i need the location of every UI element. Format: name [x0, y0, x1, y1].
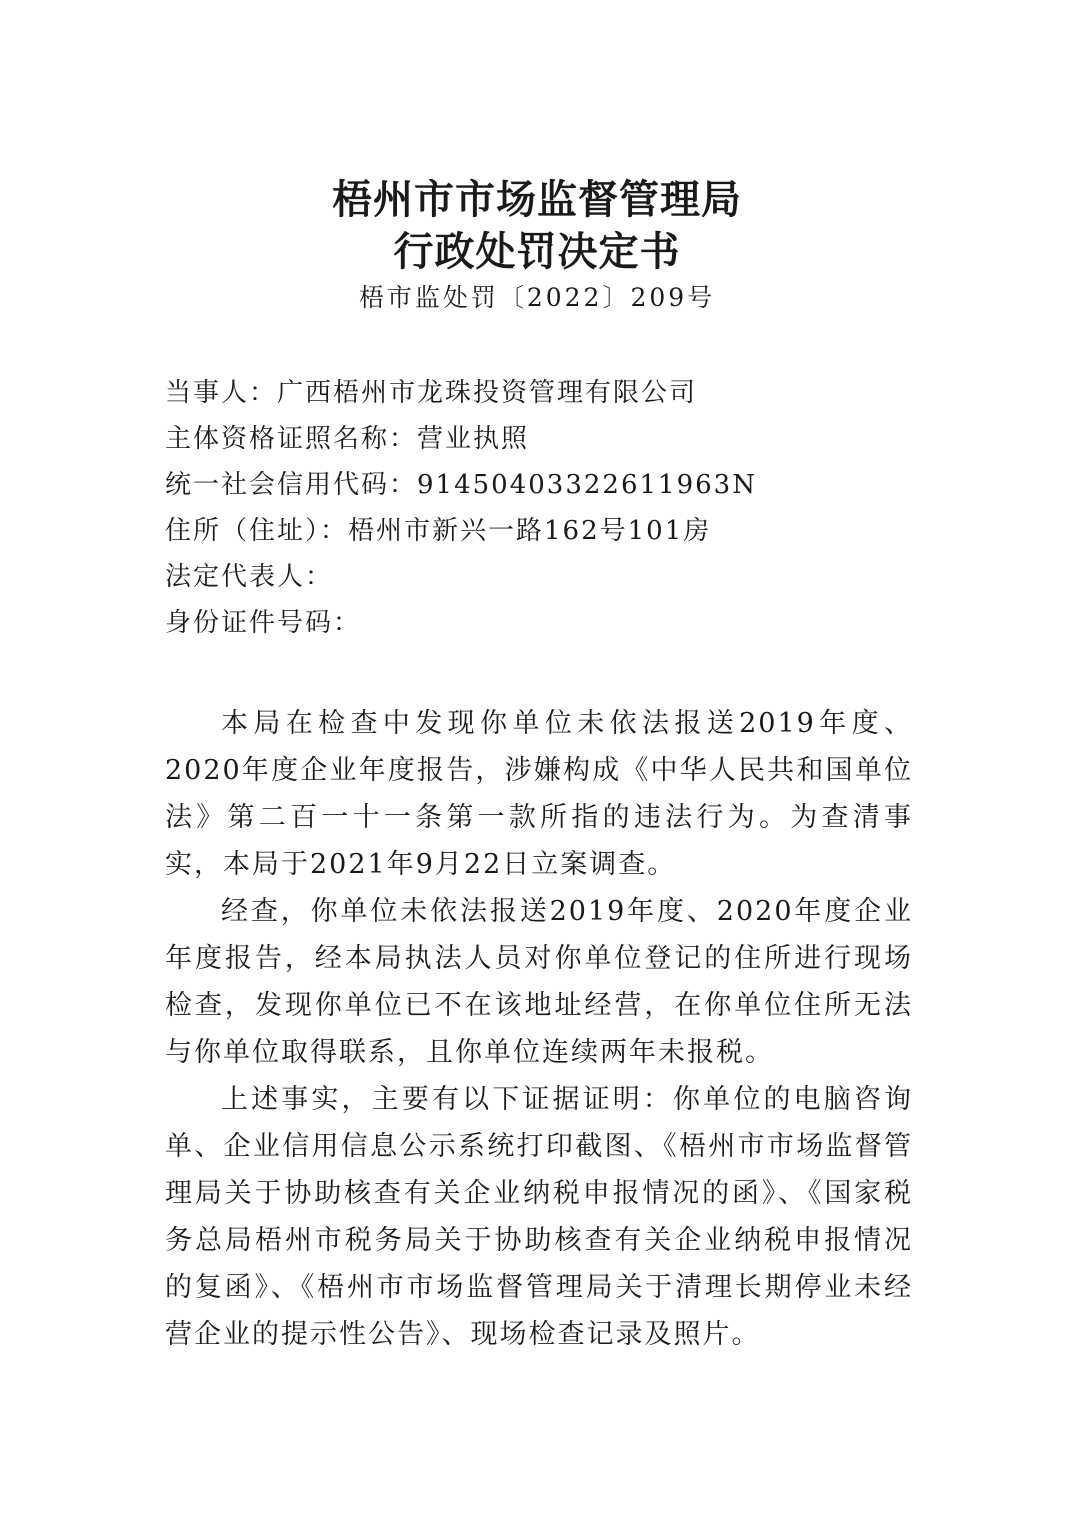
id-number: 身份证件号码： [165, 608, 362, 638]
title-agency: 梧州市市场监督管理局 [332, 176, 742, 223]
license-name: 主体资格证照名称：营业执照 [165, 424, 530, 454]
address: 住所（住址）：梧州市新兴一路162号101房 [165, 516, 712, 546]
paragraph-evidence: 上述事实，主要有以下证据证明：你单位的电脑咨询单、企业信用信息公示系统打印截图、《梧州市市场监督管理局关于协助核查有关企业纳税申报情况的函》、《国家税务总局梧州市税务局关于协助核查有关企业纳税申报情况的复函》、《梧州市市场监督管理局关于清理长期停业未经营企业的提示性公告》、现场检查记录及照片。 [165, 1084, 913, 1350]
party-name: 当事人：广西梧州市龙珠投资管理有限公司 [165, 378, 698, 408]
title-document-type: 行政处罚决定书 [393, 228, 681, 275]
party-info [165, 370, 925, 646]
legal-representative: 法定代表人： [165, 562, 334, 592]
decision-body [165, 700, 913, 1358]
paragraph-findings: 经查，你单位未依法报送2019年度、2020年度企业年度报告，经本局执法人员对你单位登记的住所进行现场检查，发现你单位已不在该地址经营，在你单位住所无法与你单位取得联系，且你单位连续两年未报税。 [165, 896, 913, 1068]
credit-code: 统一社会信用代码：91450403322611963N [165, 470, 757, 500]
document-title [0, 174, 1074, 278]
document-number: 梧市监处罚〔2022〕209号 [358, 283, 716, 312]
paragraph-investigation: 本局在检查中发现你单位未依法报送2019年度、2020年度企业年度报告，涉嫌构成《中华人民共和国单位法》第二百一十一条第一款所指的违法行为。为查清事实，本局于2021年9月22日立案调查。 [165, 708, 913, 880]
